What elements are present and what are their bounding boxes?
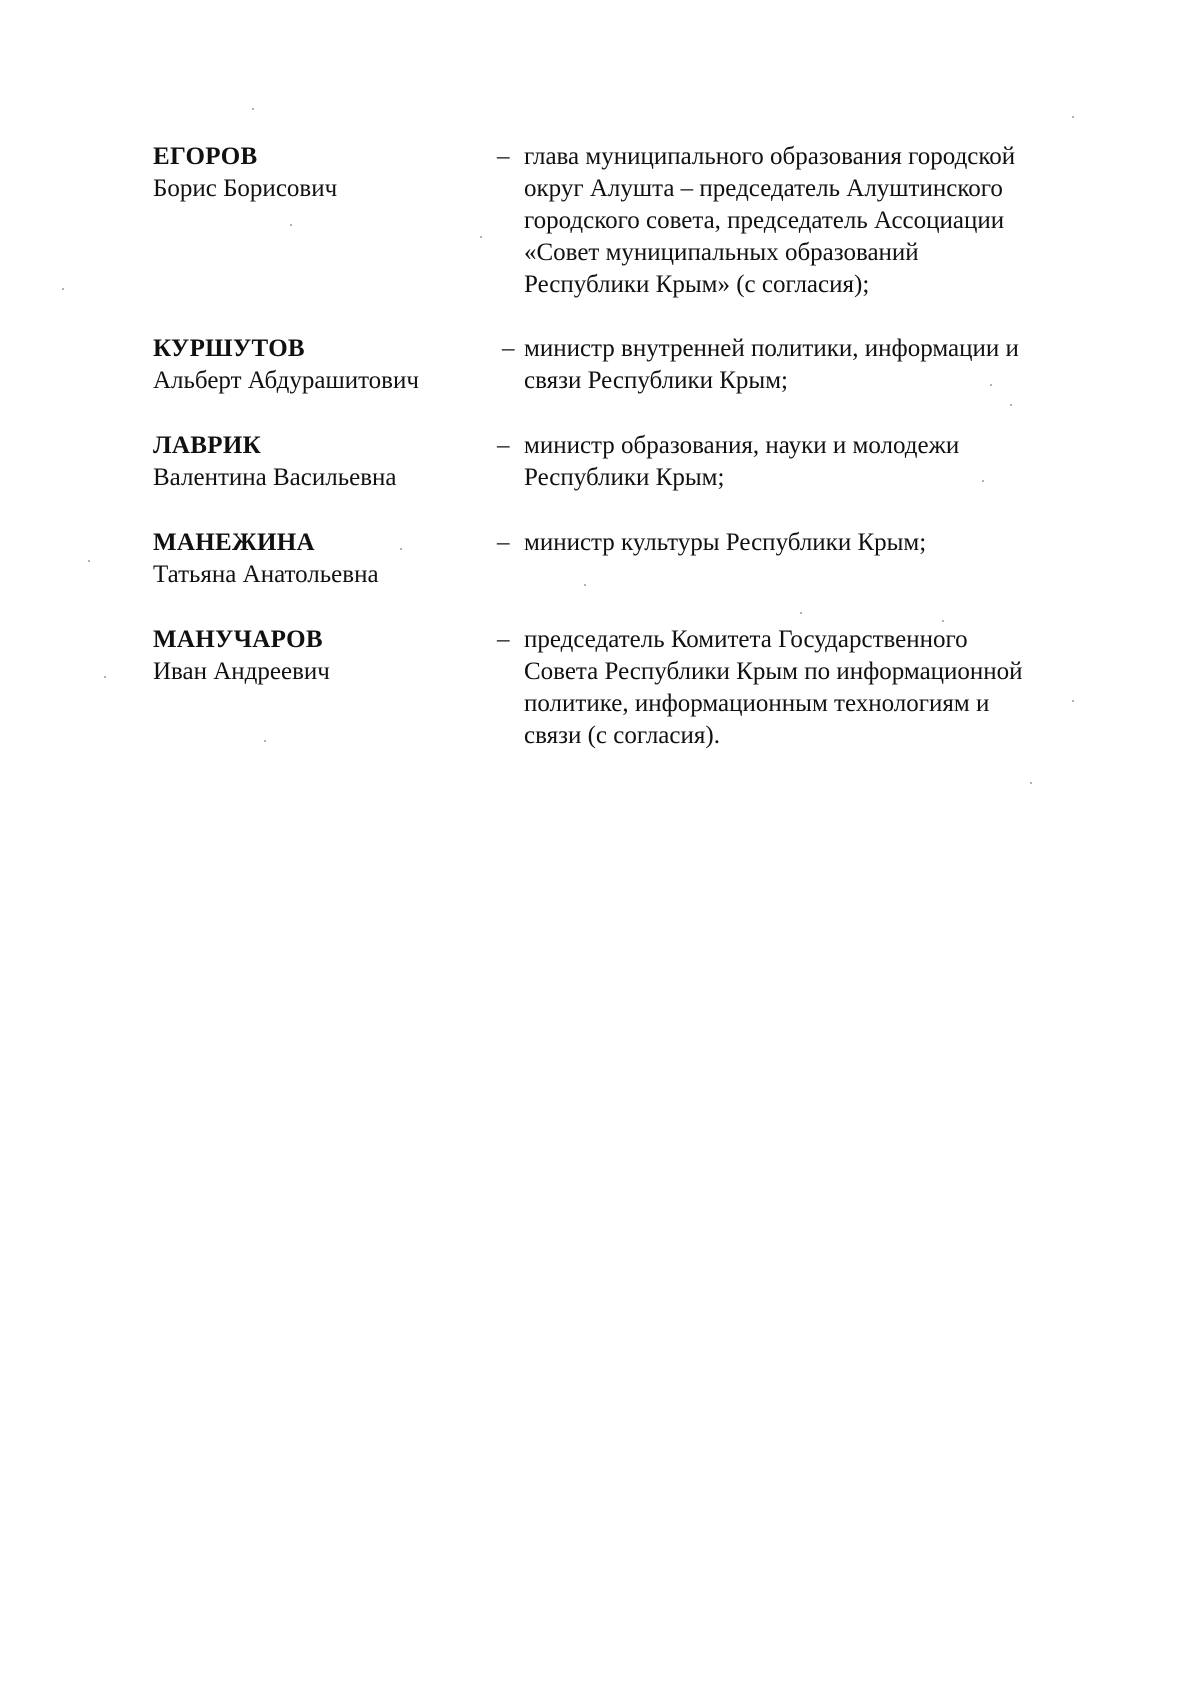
scan-speck bbox=[104, 676, 106, 678]
description-line: связи Республики Крым; bbox=[524, 367, 788, 394]
member-description bbox=[524, 141, 1104, 301]
member-description bbox=[524, 333, 1104, 397]
scan-speck bbox=[942, 620, 944, 622]
description-line: округ Алушта – председатель Алуштинского bbox=[524, 175, 1003, 202]
description-line: Республики Крым; bbox=[524, 464, 725, 491]
member-given-names: Борис Борисович bbox=[153, 175, 338, 202]
description-line: министр культуры Республики Крым; bbox=[524, 529, 927, 556]
member-surname: МАНЕЖИНА bbox=[153, 529, 315, 556]
member-surname: МАНУЧАРОВ bbox=[153, 626, 323, 653]
member-surname: КУРШУТОВ bbox=[153, 335, 305, 362]
scan-speck bbox=[584, 584, 586, 586]
member-name-block bbox=[153, 624, 483, 688]
scan-speck bbox=[480, 236, 482, 238]
scan-speck bbox=[62, 288, 64, 290]
member-given-names: Иван Андреевич bbox=[153, 658, 330, 685]
entry-dash: – bbox=[497, 432, 510, 459]
entry-dash: – bbox=[497, 143, 510, 170]
scan-speck bbox=[1030, 782, 1032, 784]
scan-speck bbox=[400, 548, 402, 550]
entry-dash: – bbox=[497, 529, 510, 556]
member-name-block bbox=[153, 141, 483, 205]
member-given-names: Татьяна Анатольевна bbox=[153, 561, 379, 588]
member-surname: ЕГОРОВ bbox=[153, 143, 258, 170]
member-surname: ЛАВРИК bbox=[153, 432, 262, 459]
description-line: городского совета, председатель Ассоциации bbox=[524, 207, 1005, 234]
description-line: Республики Крым» (с согласия); bbox=[524, 271, 870, 298]
member-description bbox=[524, 527, 1104, 559]
scan-speck bbox=[1072, 700, 1074, 702]
member-given-names: Альберт Абдурашитович bbox=[153, 367, 419, 394]
scan-speck bbox=[88, 560, 90, 562]
description-line: глава муниципального образования городской bbox=[524, 143, 1016, 170]
scan-speck bbox=[982, 480, 984, 482]
scan-speck bbox=[990, 384, 992, 386]
member-description bbox=[524, 430, 1104, 494]
description-line: Совета Республики Крым по информационной bbox=[524, 658, 1023, 685]
description-line: председатель Комитета Государственного bbox=[524, 626, 968, 653]
scan-speck bbox=[264, 740, 266, 742]
description-line: политике, информационным технологиям и bbox=[524, 690, 990, 717]
member-name-block bbox=[153, 430, 483, 494]
scan-speck bbox=[800, 612, 802, 614]
scan-speck bbox=[1010, 404, 1012, 406]
description-line: связи (с согласия). bbox=[524, 722, 720, 749]
entry-dash: – bbox=[497, 626, 510, 653]
description-line: министр внутренней политики, информации и bbox=[524, 335, 1019, 362]
member-name-block bbox=[153, 527, 483, 591]
description-line: «Совет муниципальных образований bbox=[524, 239, 919, 266]
scan-speck bbox=[1072, 116, 1074, 118]
scan-speck bbox=[252, 108, 254, 110]
member-given-names: Валентина Васильевна bbox=[153, 464, 397, 491]
scan-speck bbox=[290, 224, 292, 226]
member-description bbox=[524, 624, 1104, 752]
entry-dash: – bbox=[502, 335, 515, 362]
member-name-block bbox=[153, 333, 483, 397]
description-line: министр образования, науки и молодежи bbox=[524, 432, 960, 459]
